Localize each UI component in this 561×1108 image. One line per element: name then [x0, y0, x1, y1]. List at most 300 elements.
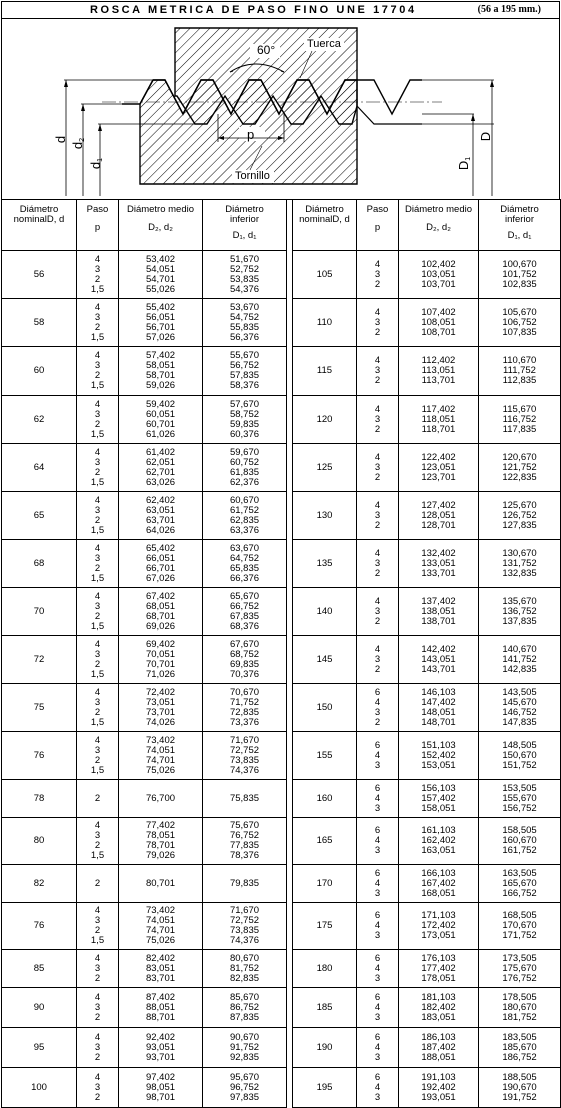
inf-value: 65,835 [229, 562, 260, 574]
table-row [2, 636, 561, 684]
p-value: 2 [94, 658, 101, 670]
medio-value: 117,402 [421, 403, 456, 415]
p-value: 3 [374, 365, 381, 376]
medio-cell [119, 950, 203, 988]
p-cell [357, 865, 399, 903]
medio-value: 191,103 [421, 1071, 456, 1083]
medio-value: 71,026 [145, 668, 176, 680]
p-value: 4 [94, 446, 101, 458]
medio-value: 82,402 [145, 952, 176, 964]
d2-label: $d_2$ [70, 137, 87, 150]
medio-value: 73,402 [145, 734, 176, 746]
medio-value: 57,026 [145, 331, 176, 343]
inf-value: 156,752 [502, 802, 537, 814]
inf-value: 72,835 [229, 706, 260, 718]
table-row [2, 540, 561, 588]
inf-value: 65,670 [229, 590, 260, 602]
table-row [2, 492, 561, 540]
inf-value: 64,752 [229, 552, 260, 564]
p-cell [357, 636, 399, 684]
inf-cell [203, 540, 287, 588]
medio-value: 148,051 [421, 706, 456, 718]
inf-value: 54,376 [229, 283, 260, 295]
p-value: 3 [374, 972, 381, 984]
p-value: 4 [94, 253, 101, 265]
p-value: 4 [374, 403, 381, 415]
p-value: 4 [374, 920, 381, 931]
medio-value: 66,701 [145, 562, 176, 574]
medio-value: 87,402 [145, 991, 176, 1003]
inf-value: 190,670 [502, 1081, 537, 1093]
p-value: 1,5 [90, 764, 105, 776]
medio-cell [399, 251, 479, 299]
inf-value: 73,376 [229, 716, 260, 728]
medio-value: 57,402 [145, 350, 176, 361]
inf-value: 82,835 [229, 972, 260, 984]
inf-cell [203, 684, 287, 732]
medio-value: 62,051 [145, 456, 176, 468]
D1-label: $D_1$ [456, 156, 473, 171]
inf-value: 53,835 [229, 273, 260, 285]
medio-value: 74,051 [145, 915, 176, 926]
medio-value: 187,402 [421, 1041, 456, 1053]
inf-cell [479, 299, 561, 347]
medio-value: 75,026 [145, 935, 176, 946]
medio-value: 148,701 [421, 716, 456, 728]
table-row [2, 1028, 561, 1068]
col-medio-right: Diámetro medio D₂, d₂ [399, 200, 479, 251]
inf-value: 141,752 [502, 653, 537, 665]
p-value: 3 [374, 930, 381, 941]
p-value: 6 [374, 686, 381, 698]
medio-value: 113,701 [421, 375, 456, 386]
p-value: 2 [94, 273, 101, 285]
medio-value: 142,402 [421, 643, 456, 655]
p-value: 3 [374, 1051, 381, 1063]
medio-value: 177,402 [421, 962, 456, 974]
inf-value: 146,752 [502, 706, 537, 718]
p-value: 4 [374, 792, 381, 804]
inf-value: 58,752 [229, 408, 260, 420]
p-value: 2 [94, 610, 101, 622]
col-inferior-right: Diámetro inferior D₁, d₁ [479, 200, 561, 251]
inf-cell [479, 780, 561, 818]
medio-value: 118,701 [421, 423, 456, 435]
inf-value: 111,752 [503, 365, 536, 376]
medio-value: 123,701 [421, 471, 456, 483]
p-value: 3 [94, 311, 101, 323]
p-cell [357, 588, 399, 636]
nominal-diameter-cell: 72 [2, 636, 77, 684]
inf-value: 178,505 [502, 991, 537, 1003]
table-row [2, 1068, 561, 1108]
p-value: 2 [94, 792, 101, 804]
p-value: 3 [374, 759, 381, 771]
table-row [2, 732, 561, 780]
medio-value: 157,402 [421, 792, 456, 804]
inf-value: 67,835 [229, 610, 260, 622]
p-value: 4 [94, 1031, 101, 1043]
inf-value: 122,835 [502, 471, 537, 483]
p-value: 3 [374, 1091, 381, 1103]
inf-cell [203, 396, 287, 444]
p-value: 2 [94, 370, 101, 381]
p-value: 2 [374, 375, 381, 386]
inf-cell [203, 299, 287, 347]
nominal-diameter-cell: 195 [293, 1068, 357, 1108]
medio-cell [399, 396, 479, 444]
p-cell [357, 1028, 399, 1068]
inf-value: 136,752 [502, 605, 537, 617]
p-value: 2 [94, 840, 101, 851]
p-value: 3 [94, 504, 101, 516]
inf-cell [203, 1028, 287, 1068]
col-nominal-right: Diámetro nominalD, d [293, 200, 357, 251]
p-value: 3 [94, 1041, 101, 1053]
p-cell [77, 588, 119, 636]
medio-cell [119, 588, 203, 636]
inf-cell [203, 988, 287, 1028]
p-value: 4 [94, 350, 101, 361]
medio-value: 59,402 [145, 398, 176, 410]
table-row [2, 903, 561, 950]
inf-value: 58,376 [229, 380, 260, 391]
p-value: 4 [374, 355, 381, 366]
p-value: 4 [94, 952, 101, 964]
p-value: 4 [374, 1041, 381, 1053]
medio-value: 60,701 [145, 418, 176, 430]
p-value: 4 [374, 595, 381, 607]
page-title: ROSCA METRICA DE PASO FINO UNE 17704 [90, 4, 417, 16]
medio-value: 59,026 [145, 380, 176, 391]
inf-value: 191,752 [502, 1091, 537, 1103]
inf-value: 173,505 [502, 952, 537, 964]
table-row [2, 299, 561, 347]
p-value: 2 [94, 418, 101, 430]
medio-value: 176,103 [421, 952, 456, 964]
p-cell [77, 818, 119, 865]
inf-value: 75,670 [229, 820, 260, 831]
medio-value: 103,701 [421, 278, 456, 290]
p-cell [357, 299, 399, 347]
p-value: 3 [94, 263, 101, 275]
inf-value: 107,835 [502, 326, 537, 338]
p-value: 4 [94, 301, 101, 313]
medio-value: 183,051 [421, 1011, 456, 1023]
p-cell [77, 950, 119, 988]
medio-value: 98,701 [145, 1091, 176, 1103]
inf-value: 68,752 [229, 648, 260, 660]
p-value: 4 [94, 905, 101, 916]
inf-value: 78,376 [229, 850, 260, 861]
nominal-diameter-cell: 76 [2, 903, 77, 950]
p-cell [77, 540, 119, 588]
p-value: 1,5 [90, 476, 105, 488]
table-row [2, 865, 561, 903]
inf-value: 81,752 [229, 962, 260, 974]
inf-cell [203, 732, 287, 780]
medio-cell [119, 492, 203, 540]
medio-value: 54,701 [145, 273, 176, 285]
inf-value: 127,835 [502, 519, 537, 531]
inf-value: 59,835 [229, 418, 260, 430]
medio-cell [399, 903, 479, 950]
p-value: 4 [374, 1001, 381, 1013]
p-value: 4 [94, 638, 101, 650]
medio-value: 63,051 [145, 504, 176, 516]
d1-label: $d_1$ [88, 157, 105, 170]
p-cell [357, 492, 399, 540]
col-medio: Diámetro medio D₂, d₂ [119, 200, 203, 251]
nominal-diameter-cell: 190 [293, 1028, 357, 1068]
table-header [2, 200, 561, 251]
medio-cell [399, 347, 479, 396]
p-cell [357, 251, 399, 299]
p-value: 2 [374, 663, 381, 675]
inf-value: 117,835 [502, 423, 537, 435]
nominal-diameter-cell: 64 [2, 444, 77, 492]
p-value: 4 [374, 258, 381, 270]
p-value: 1,5 [90, 331, 105, 343]
medio-value: 73,701 [145, 706, 176, 718]
p-value: 3 [94, 408, 101, 420]
col-inferior: Diámetro inferior D₁, d₁ [203, 200, 287, 251]
table-row [2, 818, 561, 865]
p-value: 1,5 [90, 716, 105, 728]
inf-cell [203, 780, 287, 818]
medio-value: 97,402 [145, 1071, 176, 1083]
inf-value: 61,835 [229, 466, 260, 478]
medio-value: 72,402 [145, 686, 176, 698]
inf-value: 121,752 [502, 461, 537, 473]
medio-value: 55,026 [145, 283, 176, 295]
medio-value: 56,051 [145, 311, 176, 323]
bolt-label: Tornillo [235, 170, 270, 182]
p-value: 1,5 [90, 524, 105, 536]
medio-value: 168,051 [421, 887, 456, 899]
thread-profile-diagram [1, 18, 560, 200]
p-value: 1,5 [90, 380, 105, 391]
p-value: 4 [374, 749, 381, 761]
p-value: 6 [374, 1031, 381, 1043]
inf-value: 85,670 [229, 991, 260, 1003]
p-cell [77, 732, 119, 780]
inf-value: 153,505 [502, 782, 537, 794]
medio-value: 78,701 [145, 840, 176, 851]
table-body [2, 251, 561, 1108]
medio-cell [119, 818, 203, 865]
p-cell [357, 396, 399, 444]
p-value: 3 [374, 653, 381, 665]
inf-value: 110,670 [502, 355, 537, 366]
nominal-diameter-cell: 75 [2, 684, 77, 732]
inf-value: 95,670 [229, 1071, 260, 1083]
inf-value: 115,670 [502, 403, 537, 415]
inf-cell [203, 588, 287, 636]
p-cell [77, 903, 119, 950]
inf-value: 60,752 [229, 456, 260, 468]
p-cell [77, 492, 119, 540]
p-value: 3 [94, 600, 101, 612]
medio-value: 171,103 [421, 910, 456, 921]
table-row [2, 251, 561, 299]
thread-profile-drawing [2, 18, 561, 200]
nominal-diameter-cell: 150 [293, 684, 357, 732]
medio-cell [399, 988, 479, 1028]
medio-value: 143,701 [421, 663, 456, 675]
p-value: 6 [374, 910, 381, 921]
medio-cell [119, 636, 203, 684]
inf-value: 72,752 [229, 915, 260, 926]
medio-value: 113,051 [421, 365, 456, 376]
medio-value: 98,051 [145, 1081, 176, 1093]
p-cell [77, 988, 119, 1028]
medio-value: 73,402 [145, 905, 176, 916]
p-value: 2 [374, 278, 381, 290]
medio-cell [399, 1068, 479, 1108]
medio-value: 167,402 [421, 877, 456, 889]
nominal-diameter-cell: 110 [293, 299, 357, 347]
medio-value: 55,402 [145, 301, 176, 313]
p-value: 4 [94, 494, 101, 506]
nominal-diameter-cell: 160 [293, 780, 357, 818]
medio-value: 158,051 [421, 802, 456, 814]
medio-cell [119, 988, 203, 1028]
inf-cell [479, 492, 561, 540]
inf-value: 166,752 [502, 887, 537, 899]
p-value: 2 [94, 877, 101, 889]
inf-value: 86,752 [229, 1001, 260, 1013]
medio-value: 61,026 [145, 428, 176, 440]
nominal-diameter-cell: 65 [2, 492, 77, 540]
medio-value: 68,051 [145, 600, 176, 612]
medio-cell [119, 347, 203, 396]
p-value: 4 [374, 306, 381, 318]
p-value: 1,5 [90, 668, 105, 680]
medio-value: 146,103 [421, 686, 456, 698]
p-value: 4 [374, 643, 381, 655]
medio-cell [119, 251, 203, 299]
p-value: 3 [94, 1001, 101, 1013]
inf-value: 52,752 [229, 263, 260, 275]
medio-value: 108,701 [421, 326, 456, 338]
medio-value: 66,051 [145, 552, 176, 564]
p-value: 3 [94, 648, 101, 660]
p-value: 2 [94, 466, 101, 478]
inf-cell [479, 732, 561, 780]
medio-value: 56,701 [145, 321, 176, 333]
inf-value: 53,670 [229, 301, 260, 313]
medio-cell [399, 588, 479, 636]
table-row [2, 950, 561, 988]
inf-value: 116,752 [502, 413, 537, 425]
inf-value: 135,670 [502, 595, 537, 607]
nominal-diameter-cell: 130 [293, 492, 357, 540]
col-nominal: Diámetro nominalD, d [2, 200, 77, 251]
nominal-diameter-cell: 95 [2, 1028, 77, 1068]
p-value: 3 [94, 744, 101, 756]
inf-value: 51,670 [229, 253, 260, 265]
nominal-diameter-cell: 85 [2, 950, 77, 988]
inf-value: 180,670 [502, 1001, 537, 1013]
inf-value: 185,670 [502, 1041, 537, 1053]
p-value: 3 [374, 316, 381, 328]
nut-label: Tuerca [307, 38, 341, 50]
nominal-diameter-cell: 60 [2, 347, 77, 396]
medio-value: 162,402 [421, 835, 456, 846]
p-value: 2 [94, 706, 101, 718]
p-value: 6 [374, 739, 381, 751]
inf-cell [479, 588, 561, 636]
inf-value: 68,376 [229, 620, 260, 632]
inf-value: 73,835 [229, 925, 260, 936]
medio-value: 58,051 [145, 360, 176, 371]
p-value: 4 [94, 991, 101, 1003]
inf-value: 90,670 [229, 1031, 260, 1043]
table-row [2, 347, 561, 396]
p-value: 4 [94, 542, 101, 554]
inf-value: 142,835 [502, 663, 537, 675]
pitch-label: p [247, 127, 255, 142]
inf-value: 56,376 [229, 331, 260, 343]
p-cell [77, 444, 119, 492]
inf-cell [479, 1068, 561, 1108]
p-value: 4 [94, 398, 101, 410]
p-value: 4 [374, 835, 381, 846]
p-value: 3 [94, 696, 101, 708]
medio-value: 118,051 [421, 413, 456, 425]
size-range: (56 a 195 mm.) [477, 4, 541, 15]
inf-value: 71,670 [229, 905, 260, 916]
medio-value: 76,700 [145, 792, 176, 804]
medio-cell [119, 684, 203, 732]
inf-value: 186,752 [502, 1051, 537, 1063]
medio-value: 138,701 [421, 615, 456, 627]
medio-value: 153,051 [421, 759, 456, 771]
inf-value: 171,752 [502, 930, 537, 941]
nominal-diameter-cell: 145 [293, 636, 357, 684]
inf-value: 55,835 [229, 321, 260, 333]
medio-cell [119, 444, 203, 492]
medio-value: 74,701 [145, 754, 176, 766]
inf-cell [203, 865, 287, 903]
medio-value: 77,402 [145, 820, 176, 831]
p-value: 3 [94, 915, 101, 926]
medio-cell [119, 540, 203, 588]
p-value: 4 [94, 734, 101, 746]
p-value: 2 [94, 1011, 101, 1023]
p-value: 4 [374, 877, 381, 889]
inf-value: 57,835 [229, 370, 260, 381]
p-value: 2 [374, 716, 381, 728]
p-value: 3 [374, 509, 381, 521]
medio-value: 186,103 [421, 1031, 456, 1043]
p-value: 2 [374, 471, 381, 483]
medio-value: 122,402 [421, 451, 456, 463]
title-bar [1, 1, 560, 19]
nominal-diameter-cell: 58 [2, 299, 77, 347]
p-value: 2 [94, 321, 101, 333]
table-row [2, 588, 561, 636]
p-value: 3 [94, 830, 101, 841]
medio-value: 166,103 [421, 867, 456, 879]
inf-cell [203, 1068, 287, 1108]
inf-value: 71,752 [229, 696, 260, 708]
medio-value: 60,051 [145, 408, 176, 420]
medio-value: 67,402 [145, 590, 176, 602]
nominal-diameter-cell: 56 [2, 251, 77, 299]
inf-value: 163,505 [502, 867, 537, 879]
